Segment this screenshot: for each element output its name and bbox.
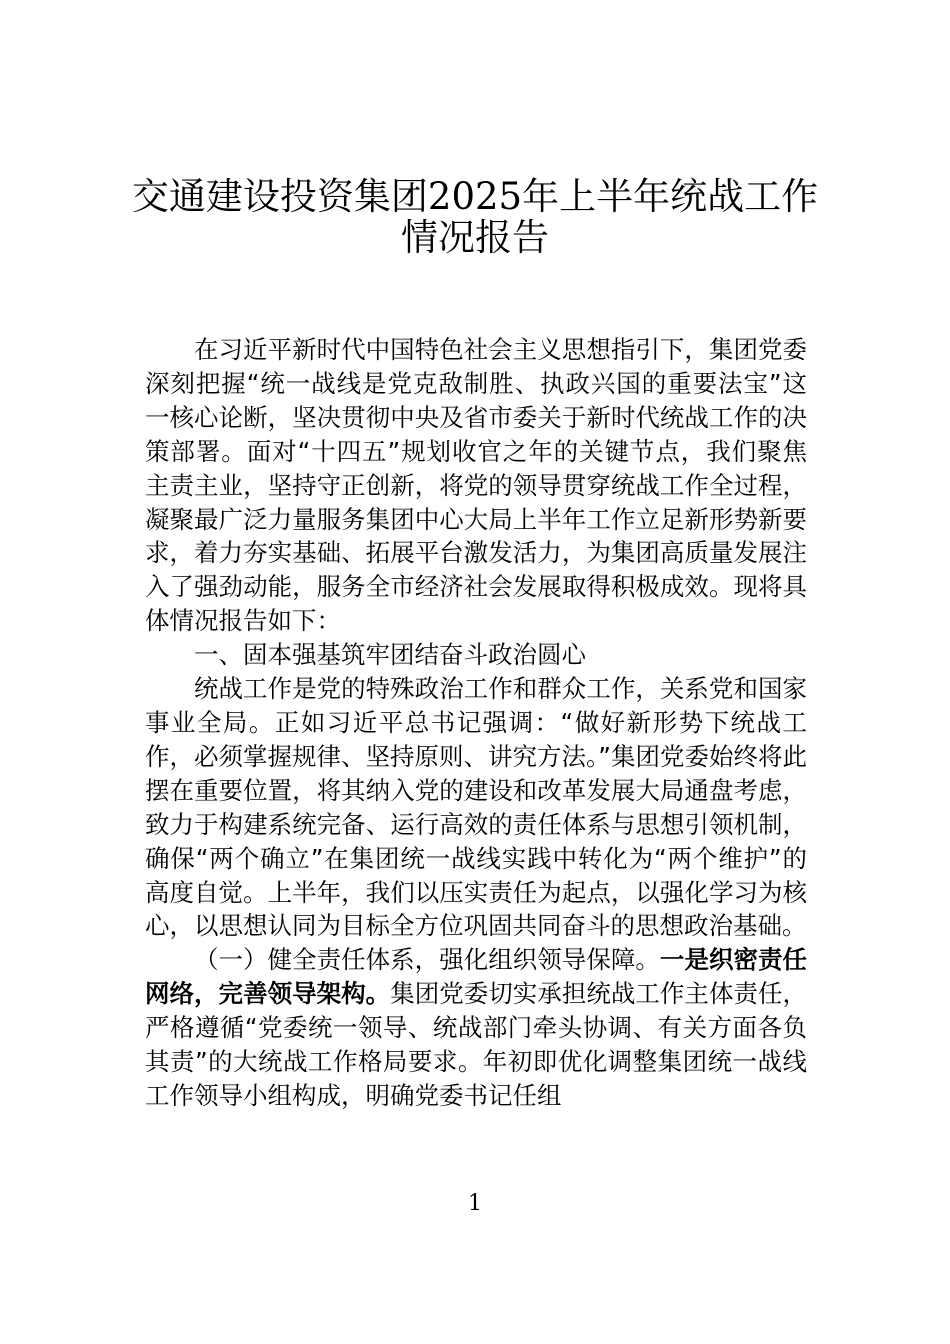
document-title-line-2: 情况报告 <box>401 216 549 259</box>
section-1-heading: 一、固本强基筑牢团结奋斗政治圆心 <box>194 640 586 670</box>
section-1-paragraph: 统战工作是党的特殊政治工作和群众工作，关系党和国家事业全局。正如习近平总书记强调：“做好新形势下统战工作，必须掌握规律、坚持原则、讲究方法。”集团党委始终将此摆在重要位置，将其纳入党的建设和改革发展大局通盘考虑，致力于构建系统完备、运行高效的责任体系与思想引领机制，确保“两个确立”在集团统一战线实践中转化为“两个维护”的高度自觉。上半年，我们以压实责任为起点，以强化学习为核心，以思想认同为目标全方位巩固共同奋斗的思想政治基础。 <box>145 674 807 941</box>
intro-paragraph: 在习近平新时代中国特色社会主义思想指引下，集团党委深刻把握“统一战线是党克敌制胜、执政兴国的重要法宝”这一核心论断，坚决贯彻中央及省市委关于新时代统战工作的决策部署。面对“十四五”规划收官之年的关键节点，我们聚焦主责主业，坚持守正创新，将党的领导贯穿统战工作全过程，凝聚最广泛力量服务集团中心大局上半年工作立足新形势新要求，着力夯实基础、拓展平台激发活力，为集团高质量发展注入了强劲动能，服务全市经济社会发展取得积极成效。现将具体情况报告如下： <box>145 335 807 636</box>
subsection-1-lead: （一）健全责任体系，强化组织领导保障。 <box>194 945 660 975</box>
document-body <box>145 333 807 1113</box>
subsection-1-bold-point: 一是织密责任网络，完善领导架构。 <box>145 945 808 1009</box>
page-number: 1 <box>468 1191 482 1216</box>
document-title-line-1: 交通建设投资集团2025年上半年统战工作 <box>131 175 819 218</box>
subsection-1-paragraph <box>145 943 807 1113</box>
subsection-1-text: 集团党委切实承担统战工作主体责任，严格遵循“党委统一领导、统战部门牵头协调、有关方面各负其责”的大统战工作格局要求。年初即优化调整集团统一战线工作领导小组构成，明确党委书记任组 <box>145 979 808 1110</box>
